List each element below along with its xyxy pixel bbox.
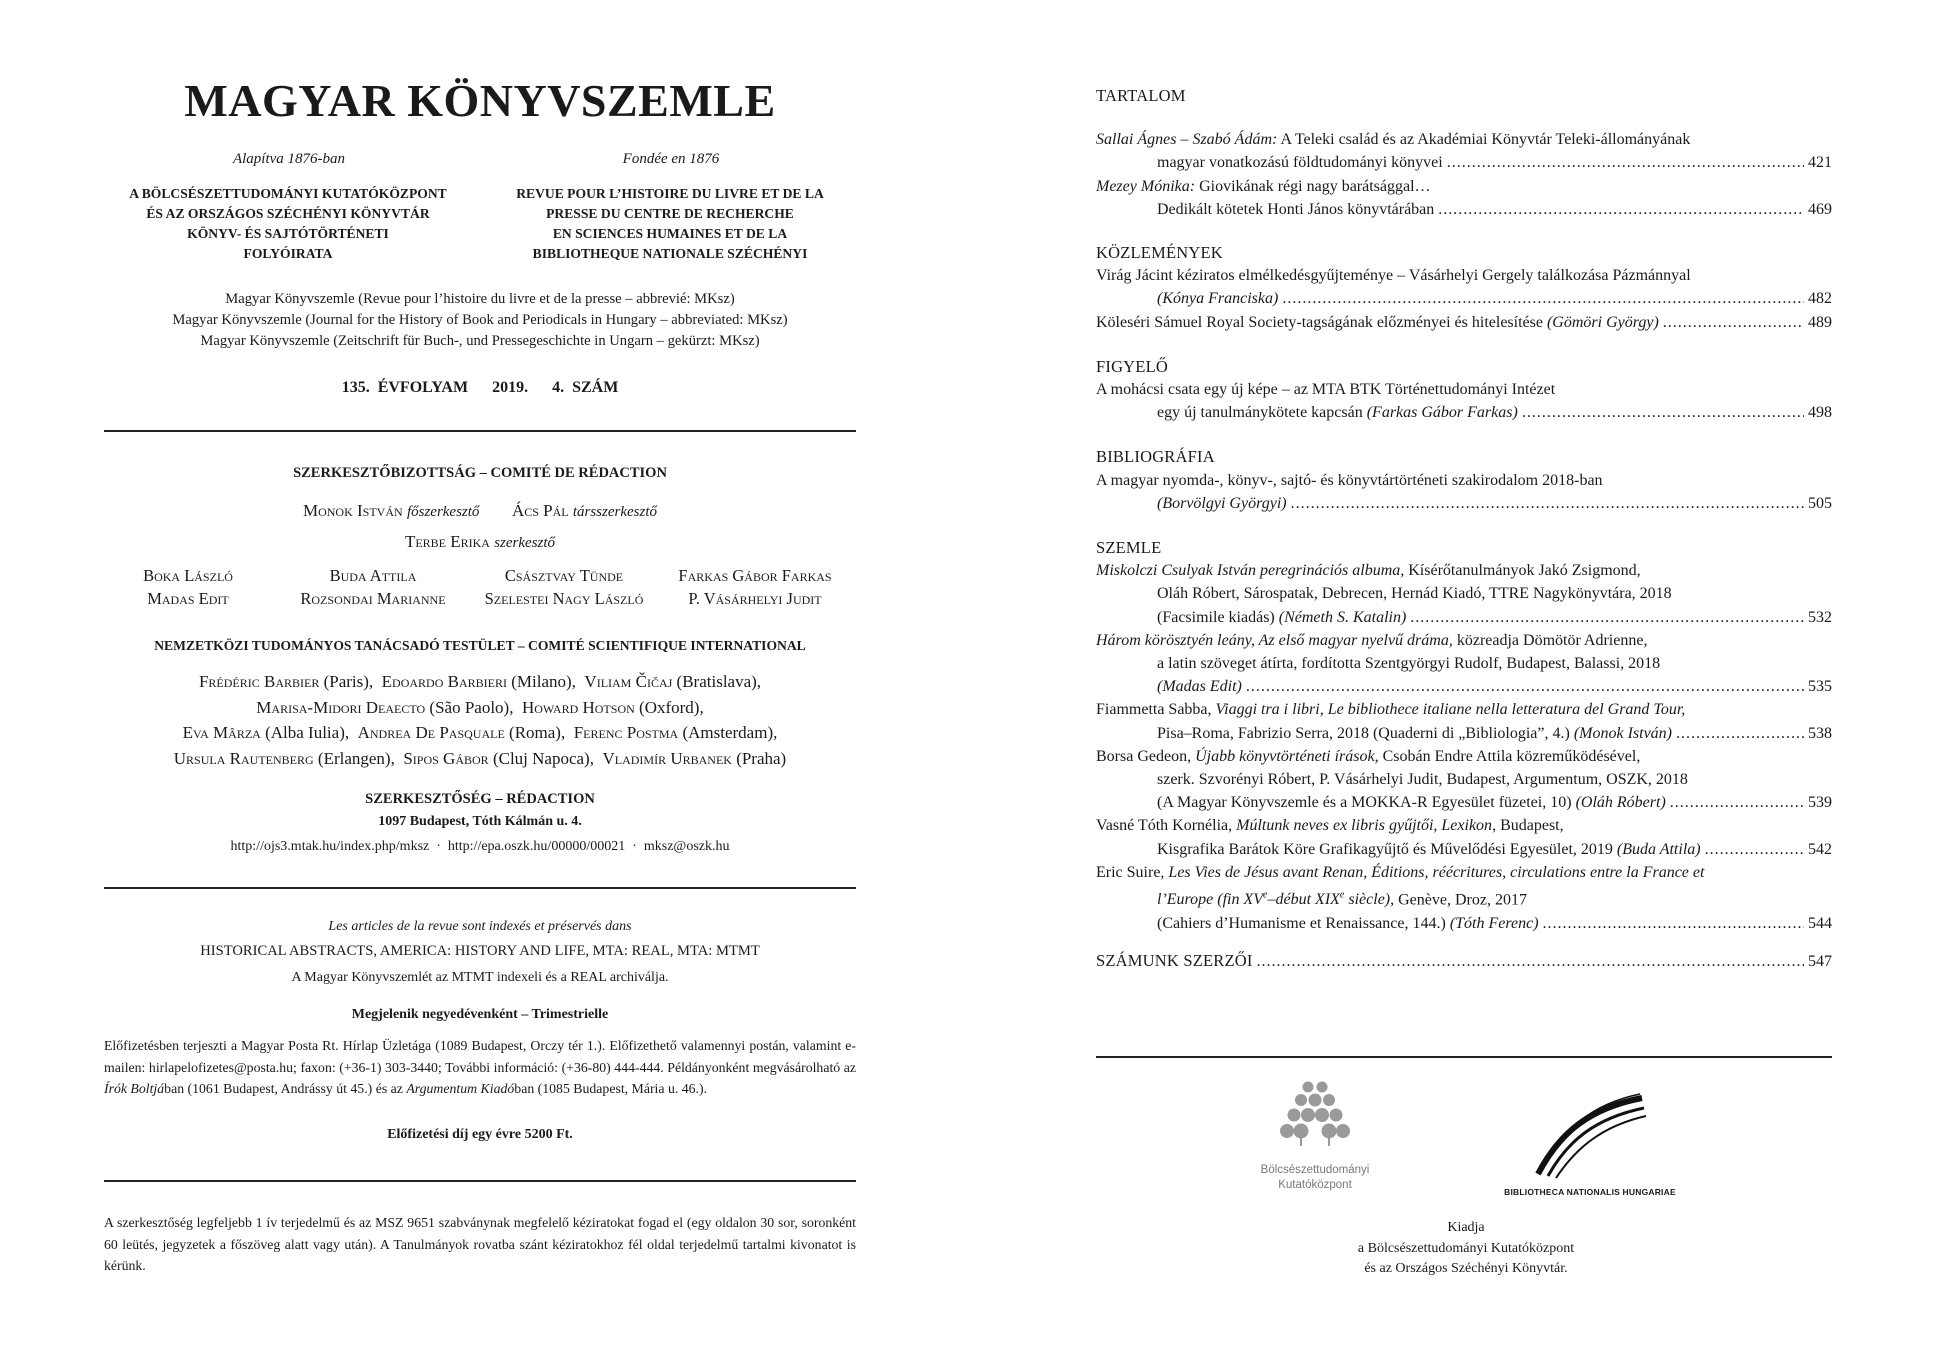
member-name: Boka László (143, 566, 233, 585)
intl-board-line (104, 746, 856, 772)
editor-role: szerkesztő (494, 535, 556, 551)
editor-chief-name: Monok István (302, 501, 403, 520)
entry-title: Viaggi tra i libri, Le bibliothece italiane nella letteratura del Grand Tour, (1215, 701, 1686, 719)
entry-author: Vasné Tóth Kornélia, (1096, 817, 1237, 835)
entry-author: (Monok István) (1573, 724, 1672, 742)
editor-name: Terbe Erika (404, 532, 490, 551)
btk-logo-icon (1270, 1078, 1360, 1158)
intl-member-name: Frédéric Barbier (198, 672, 320, 691)
abbreviations (104, 289, 856, 352)
publisher-line: Kiadja (1447, 1220, 1485, 1235)
intl-member-name: Andrea De Pasquale (357, 723, 505, 742)
entry-details: , Budapest, (1492, 817, 1564, 835)
section-heading: SZEMLE (1096, 538, 1162, 558)
entry-author: (Madas Edit) (1157, 678, 1242, 696)
page-number: 469 (1808, 200, 1832, 218)
member-name: P. Vásárhelyi Judit (688, 589, 822, 608)
divider (104, 887, 856, 889)
section-heading: KÖZLEMÉNYEK (1096, 243, 1223, 263)
entry-title: Lexikon (1441, 817, 1493, 835)
member-name: Szelestei Nagy László (484, 589, 644, 608)
intl-board-members (104, 669, 856, 771)
redaction-title: SZERKESZTŐSÉG – RÉDACTION (365, 791, 595, 807)
entry-title: Múltunk neves ex libris gyűjtői (1236, 817, 1434, 835)
chief-editors (104, 501, 856, 521)
intl-member-name: Ursula Rautenberg (173, 748, 314, 768)
subscription-info (104, 1035, 856, 1100)
toc-entry[interactable] (1096, 378, 1832, 424)
entry-title (1157, 891, 1394, 908)
entry-author: Fiammetta Sabba, (1096, 701, 1216, 719)
dot-leader (1522, 401, 1804, 424)
entry-title: Miskolczi Csulyak István peregrinációs albuma, (1096, 562, 1405, 580)
entry-details: (Cahiers d’Humanisme et Renaissance, 144.) (1157, 914, 1450, 932)
abbreviation-line: Magyar Könyvszemle (Revue pour l’histoire du livre et de la presse – abbrevié: MKsz) (225, 291, 735, 307)
contact-urls: http://ojs3.mtak.hu/index.php/mksz · http://epa.oszk.hu/00000/00021 · mksz@oszk.hu (230, 839, 730, 854)
toc-entry[interactable] (1096, 128, 1832, 174)
caption-line: Kutatóközpont (1278, 1179, 1352, 1191)
entry-title: Virág Jácint kéziratos elmélkedésgyűjteménye – Vásárhelyi Gergely találkozása Pázmánnyal (1096, 267, 1691, 285)
intl-member-name: Howard Hotson (521, 697, 635, 717)
publisher-info (1296, 1218, 1636, 1280)
index-list: HISTORICAL ABSTRACTS, AMERICA: HISTORY AND LIFE, MTA: REAL, MTA: MTMT (200, 943, 760, 959)
dot-leader (1670, 791, 1804, 814)
intl-member-city: (Roma), (504, 723, 574, 742)
dot-leader (1291, 492, 1804, 515)
entry-author: Sallai Ágnes – Szabó Ádám: (1096, 131, 1278, 149)
intl-member-name: Viliam Čičaj (584, 672, 673, 691)
entry-details: , (1433, 817, 1442, 835)
editor-row (104, 532, 856, 552)
entry-details: Kisgrafika Barátok Köre Grafikagyűjtő és Művelődési Egyesület, 2019 (1157, 840, 1617, 858)
intl-board-line (104, 669, 856, 695)
entry-title: Dedikált kötetek Honti János könyvtárában (1157, 200, 1435, 218)
entry-title-part: siècle), (1344, 891, 1395, 909)
entry-title: A magyar nyomda-, könyv-, sajtó- és könyvtártörténeti szakirodalom 2018-ban (1096, 471, 1603, 489)
entry-title: Giovikának régi nagy barátsággal… (1195, 177, 1431, 195)
entry-title: egy új tanulmánykötete kapcsán (1157, 404, 1367, 422)
intl-member-city: (Alba Iulia), (260, 723, 358, 742)
affiliation-hu-line: KÖNYV- ÉS SAJTÓTÖRTÉNETI (187, 226, 389, 241)
page-number: 505 (1808, 494, 1832, 512)
entry-details: szerk. Szvorényi Róbert, P. Vásárhelyi Judit, Budapest, Argumentum, OSZK, 2018 (1157, 771, 1688, 789)
affiliation-fr-line: PRESSE DU CENTRE DE RECHERCHE (546, 206, 794, 221)
affiliation-hu-line: A BÖLCSÉSZETTUDOMÁNYI KUTATÓKÖZPONT (129, 186, 447, 201)
board-title: SZERKESZTŐBIZOTTSÁG – COMITÉ DE RÉDACTION (293, 465, 667, 481)
page-number: 547 (1808, 952, 1832, 970)
dot-leader (1282, 287, 1804, 310)
section-heading: BIBLIOGRÁFIA (1096, 447, 1215, 467)
dot-leader (1438, 198, 1804, 221)
affiliation-hu-line: FOLYÓIRATA (243, 246, 333, 261)
entry-details: (A Magyar Könyvszemle és a MOKKA-R Egyesület füzetei, 10) (1157, 794, 1576, 812)
intl-member-city: (Erlangen), (313, 748, 404, 768)
intl-member-city: (Bratislava), (672, 672, 762, 691)
intl-board-title: NEMZETKÖZI TUDOMÁNYOS TANÁCSADÓ TESTÜLET – COMITÉ SCIENTIFIQUE INTERNATIONAL (154, 638, 806, 653)
dot-leader (1246, 675, 1804, 698)
btk-logo-caption (1240, 1163, 1390, 1193)
member-name: Madas Edit (147, 589, 229, 608)
entry-details: Pisa–Roma, Fabrizio Serra, 2018 (Quaderni di „Bibliologia”, 4.) (1157, 724, 1574, 742)
publisher-line: és az Országos Széchényi Könyvtár. (1364, 1261, 1568, 1276)
intl-member-name: Ferenc Postma (573, 723, 679, 742)
entry-title: Három körösztyén leány, Az első magyar nyelvű dráma, (1096, 631, 1453, 649)
page-number: 539 (1808, 794, 1832, 812)
entry-title-part: l’Europe (fin XV (1157, 891, 1264, 909)
toc-entry[interactable] (1096, 814, 1832, 860)
intl-member-name: Vladimír Urbanek (602, 748, 732, 768)
index-note: A Magyar Könyvszemlét az MTMT indexeli és a REAL archiválja. (291, 970, 669, 985)
entry-author: (Farkas Gábor Farkas) (1366, 404, 1518, 422)
redaction-address: 1097 Budapest, Tóth Kálmán u. 4. (378, 814, 582, 829)
page-number: 421 (1808, 154, 1832, 172)
page-number: 535 (1808, 678, 1832, 696)
page-number: 544 (1808, 914, 1832, 932)
entry-author: (Németh S. Katalin) (1278, 608, 1407, 626)
editor-chief-role: főszerkesztő (406, 504, 480, 520)
intl-member-city: (Praha) (731, 748, 787, 768)
member-name: Császtvay Tünde (504, 566, 624, 585)
founded-hu: Alapítva 1876-ban (232, 151, 346, 167)
toc-entry[interactable] (1096, 698, 1832, 744)
btk-logo (1240, 1078, 1390, 1193)
index-intro: Les articles de la revue sont indexés et préservés dans (328, 919, 632, 934)
intl-member-name: Sipos Gábor (403, 748, 489, 768)
oszk-logo (1490, 1092, 1690, 1197)
superscript: e (1339, 890, 1345, 902)
entry-author: Mezey Mónika: (1096, 177, 1196, 195)
dot-leader (1663, 311, 1804, 334)
subscription-price: Előfizetési díj egy évre 5200 Ft. (387, 1127, 573, 1142)
toc-entry[interactable] (1096, 745, 1832, 815)
table-of-contents (1096, 84, 1832, 973)
toc-entry[interactable] (1096, 629, 1832, 699)
dot-leader (1676, 722, 1804, 745)
entry-author: (Tóth Ferenc) (1449, 914, 1539, 932)
entry-title: Újabb könyvtörténeti írások, (1195, 747, 1379, 765)
page-number: 489 (1808, 313, 1832, 331)
dot-leader (1447, 151, 1804, 174)
editor-co-name: Ács Pál (511, 501, 569, 520)
dot-leader (1410, 606, 1804, 629)
entry-title: magyar vonatkozású földtudományi könyvei (1157, 154, 1443, 172)
toc-entry[interactable] (1096, 469, 1832, 515)
manuscript-guidelines: A szerkesztőség legfeljebb 1 ív terjedelmű és az MSZ 9651 szabványnak megfelelő kéziratokat fogad el (egy oldalon 30 sor, soronként 60 leütés, jegyzetek a főszöveg alatt vagy után). A Tanulmányok rovatba szánt kéziratokhoz fél oldal terjedelmű tartalmi kivonatot is kérünk. (104, 1215, 856, 1273)
member-name: Farkas Gábor Farkas (678, 566, 832, 585)
entry-author: (Borvölgyi Györgyi) (1157, 494, 1287, 512)
editor-co-role: társszerkesztő (572, 504, 658, 520)
section-heading: SZÁMUNK SZERZŐI (1096, 950, 1253, 970)
subs-text: ban (1061 Budapest, Andrássy út 45.) és az (164, 1081, 407, 1096)
frequency: Megjelenik negyedévenként – Trimestrielle (351, 1007, 609, 1022)
entry-title: A mohácsi csata egy új képe – az MTA BTK Történettudományi Intézet (1096, 381, 1556, 399)
affiliation-fr (482, 184, 858, 264)
shop-name: Argumentum Kiadó (406, 1081, 515, 1096)
toc-entry[interactable] (1096, 264, 1832, 310)
entry-details: Csobán Endre Attila közreműködésével, (1378, 747, 1641, 765)
intl-member-city: (Paris), (319, 672, 382, 691)
intl-member-name: Marisa-Midori Deaecto (256, 697, 426, 717)
abbreviation-line: Magyar Könyvszemle (Journal for the History of Book and Periodicals in Hungary – abbreviated: MKsz) (172, 312, 788, 328)
entry-title: A Teleki család és az Akadémiai Könyvtár Teleki-állományának (1277, 131, 1691, 149)
caption-line: Bölcsészettudományi (1260, 1164, 1370, 1176)
intl-board-line (104, 695, 856, 721)
divider (104, 430, 856, 432)
toc-entry-authors[interactable] (1096, 949, 1832, 973)
publisher-line: a Bölcsészettudományi Kutatóközpont (1357, 1240, 1575, 1256)
affiliation-fr-line: BIBLIOTHEQUE NATIONALE SZÉCHÉNYI (532, 246, 808, 261)
page-number: 482 (1808, 290, 1832, 308)
toc-entry[interactable] (1096, 175, 1832, 221)
abbreviation-line: Magyar Könyvszemle (Zeitschrift für Buch-, und Pressegeschichte in Ungarn – gekürzt: MKsz) (200, 333, 760, 349)
affiliation-fr-line: REVUE POUR L’HISTOIRE DU LIVRE ET DE LA (516, 186, 824, 201)
entry-details: Oláh Róbert, Sárospatak, Debrecen, Hernád Kiadó, TTRE Nagykönyvtára, 2018 (1157, 585, 1672, 603)
intl-member-city: (Oxford), (634, 697, 704, 717)
entry-title: Köleséri Sámuel Royal Society-tagságának előzményei és hitelesítése (1096, 313, 1547, 331)
oszk-logo-caption: BIBLIOTHECA NATIONALIS HUNGARIAE (1504, 1187, 1676, 1197)
entry-details: Genève, Droz, 2017 (1394, 891, 1527, 909)
affiliation-hu (100, 184, 476, 264)
divider (1096, 1056, 1832, 1058)
intl-member-city: (Amsterdam), (678, 723, 778, 742)
entry-author: (Buda Attila) (1616, 840, 1701, 858)
entry-author: (Oláh Róbert) (1575, 794, 1666, 812)
toc-entry[interactable] (1096, 559, 1832, 629)
intl-member-city: (Cluj Napoca), (488, 748, 603, 768)
intl-board-line (104, 720, 856, 746)
subs-text: Előfizetésben terjeszti a Magyar Posta Rt. Hírlap Üzletága (1089 Budapest, Orczy tér 1.). Előfizethető valamennyi postán, valamint e-mailen: hirlapelofizetes@posta.hu; faxon: (+36-1) 303-3440; További információ: (+36-80) 444-444. Példányonként megvásárolható az (104, 1038, 856, 1075)
entry-title-part: –début XIX (1267, 891, 1340, 909)
intl-member-city: (São Paolo), (425, 697, 522, 717)
intl-member-name: Eva Mârza (182, 723, 261, 742)
section-heading: FIGYELŐ (1096, 356, 1168, 376)
page-number: 498 (1808, 404, 1832, 422)
intl-member-city: (Milano), (506, 672, 585, 691)
entry-author: (Kónya Franciska) (1157, 290, 1279, 308)
entry-author: (Gömöri György) (1546, 313, 1659, 331)
dot-leader (1543, 912, 1804, 935)
shop-name: Írók Boltjá (104, 1081, 165, 1096)
entry-author: Borsa Gedeon, (1096, 747, 1196, 765)
board-members (104, 566, 856, 609)
entry-author: Eric Suire, (1096, 863, 1169, 881)
entry-details: közreadja Dömötör Adrienne, (1452, 631, 1648, 649)
issue-number: 135. ÉVFOLYAM 2019. 4. SZÁM (341, 379, 619, 396)
entry-details: a latin szöveget átírta, fordította Szentgyörgyi Rudolf, Budapest, Balassi, 2018 (1157, 655, 1661, 673)
toc-entry[interactable] (1096, 861, 1832, 935)
page-number: 542 (1808, 840, 1832, 858)
affiliation-fr-line: EN SCIENCES HUMAINES ET DE LA (552, 226, 788, 241)
member-name: Rozsondai Marianne (300, 589, 446, 608)
subs-text: ban (1085 Budapest, Mária u. 46.). (514, 1081, 708, 1096)
entry-title: Les Vies de Jésus avant Renan, Éditions, réécritures, circulations entre la France et (1168, 863, 1705, 881)
intl-member-name: Edoardo Barbieri (381, 672, 507, 691)
divider (104, 1180, 856, 1182)
entry-details: (Facsimile kiadás) (1157, 608, 1279, 626)
page-number: 532 (1808, 608, 1832, 626)
page-number: 538 (1808, 724, 1832, 742)
founded-fr: Fondée en 1876 (622, 151, 720, 167)
oszk-logo-icon (1530, 1092, 1650, 1180)
journal-title: MAGYAR KÖNYVSZEMLE (184, 75, 776, 126)
dot-leader (1257, 950, 1804, 973)
superscript: e (1263, 890, 1268, 902)
dot-leader (1705, 838, 1804, 861)
contents-heading: TARTALOM (1096, 86, 1186, 105)
toc-entry[interactable] (1096, 311, 1832, 334)
entry-details: Kísérőtanulmányok Jakó Zsigmond, (1404, 562, 1641, 580)
affiliation-hu-line: ÉS AZ ORSZÁGOS SZÉCHÉNYI KÖNYVTÁR (146, 206, 430, 221)
member-name: Buda Attila (329, 566, 417, 585)
